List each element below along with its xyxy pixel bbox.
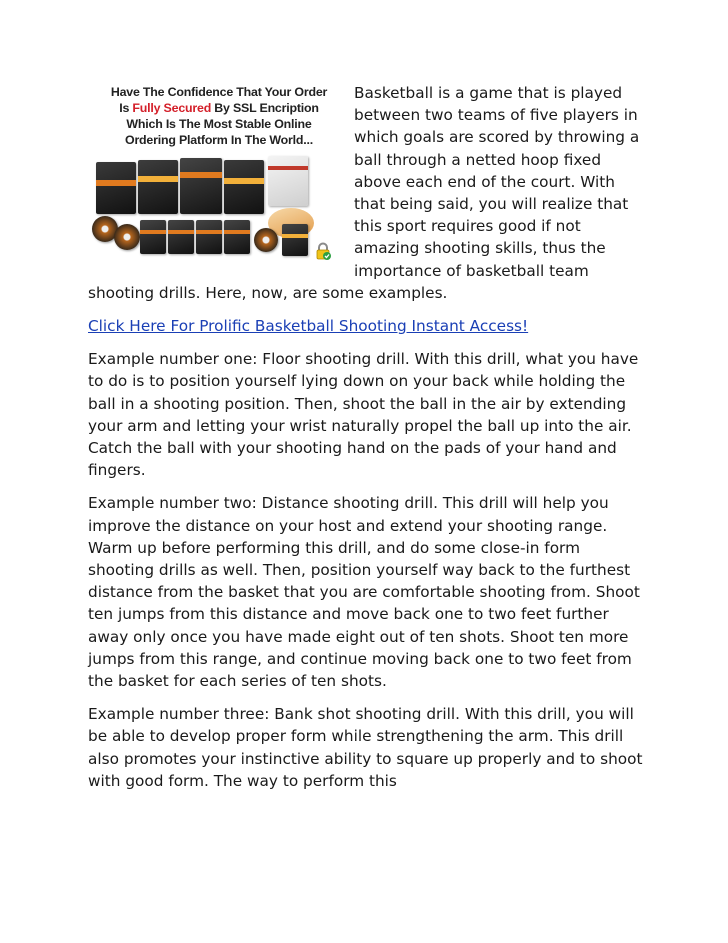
padlock-icon [314,242,332,260]
ad-line-2 [88,100,350,116]
ad-line-1: Have The Confidence That Your Order [110,85,328,99]
document-page [88,82,648,803]
product-box [196,220,222,254]
product-box [282,224,308,256]
ad-line-2-start: Is [119,101,133,115]
ad-line-3: Which Is The Most Stable Online [126,117,312,131]
product-box [138,160,178,214]
example-two-paragraph: Example number two: Distance shooting drill. This drill will help you improve the distance on your host and extend your shooting range. Warm up before performing this drill, and do some close-in form shooting drills as well. Then, position yourself way back to the furthest distance from the basket that you are comfortable shooting from. Shoot ten jumps from this distance and move back one to two feet further away only once you have made eight out of ten shots. Shoot ten more jumps from this range, and continue moving back one to two feet from the basket for each series of ten shots. [88,494,640,691]
product-box [168,220,194,254]
product-disc [254,228,278,252]
product-box [224,160,264,214]
product-box [96,162,136,214]
ad-line-2-end: By SSL Encription [211,101,319,115]
ad-line-4: Ordering Platform In The World... [125,133,313,147]
intro-paragraph: Basketball is a game that is played between two teams of five players in which goals are scored by throwing a ball through a netted hoop fixed above each end of the court. With that being said, you will realize that this sport requires good if not amazing shooting skills, thus the importance of basketball team shooting drills. Here, now, are some examples. [88,84,640,302]
example-three-paragraph: Example number three: Bank shot shooting drill. With this drill, you will be able to develop proper form while strengthening the arm. This drill also promotes your instinctive ability to square up properly and to shoot with good form. The way to perform this [88,705,643,790]
ad-headline [88,82,350,148]
product-box [140,220,166,254]
example-one-paragraph: Example number one: Floor shooting drill. With this drill, what you have to do is to position yourself lying down on your back while holding the ball in a shooting position. Then, shoot the ball in the air by extending your arm and letting your wrist naturally propel the ball up into the air. Catch the ball with your shooting hand on the pads of your hand and fingers. [88,350,639,480]
cta-paragraph [88,315,648,337]
product-box [268,156,308,206]
product-boxes-image [88,154,350,260]
product-box [180,158,222,214]
product-advertisement[interactable] [88,82,350,260]
ad-line-2-highlight: Fully Secured [132,101,212,115]
product-disc [114,224,140,250]
instant-access-link[interactable]: Click Here For Prolific Basketball Shooting Instant Access! [88,317,529,336]
product-box [224,220,250,254]
